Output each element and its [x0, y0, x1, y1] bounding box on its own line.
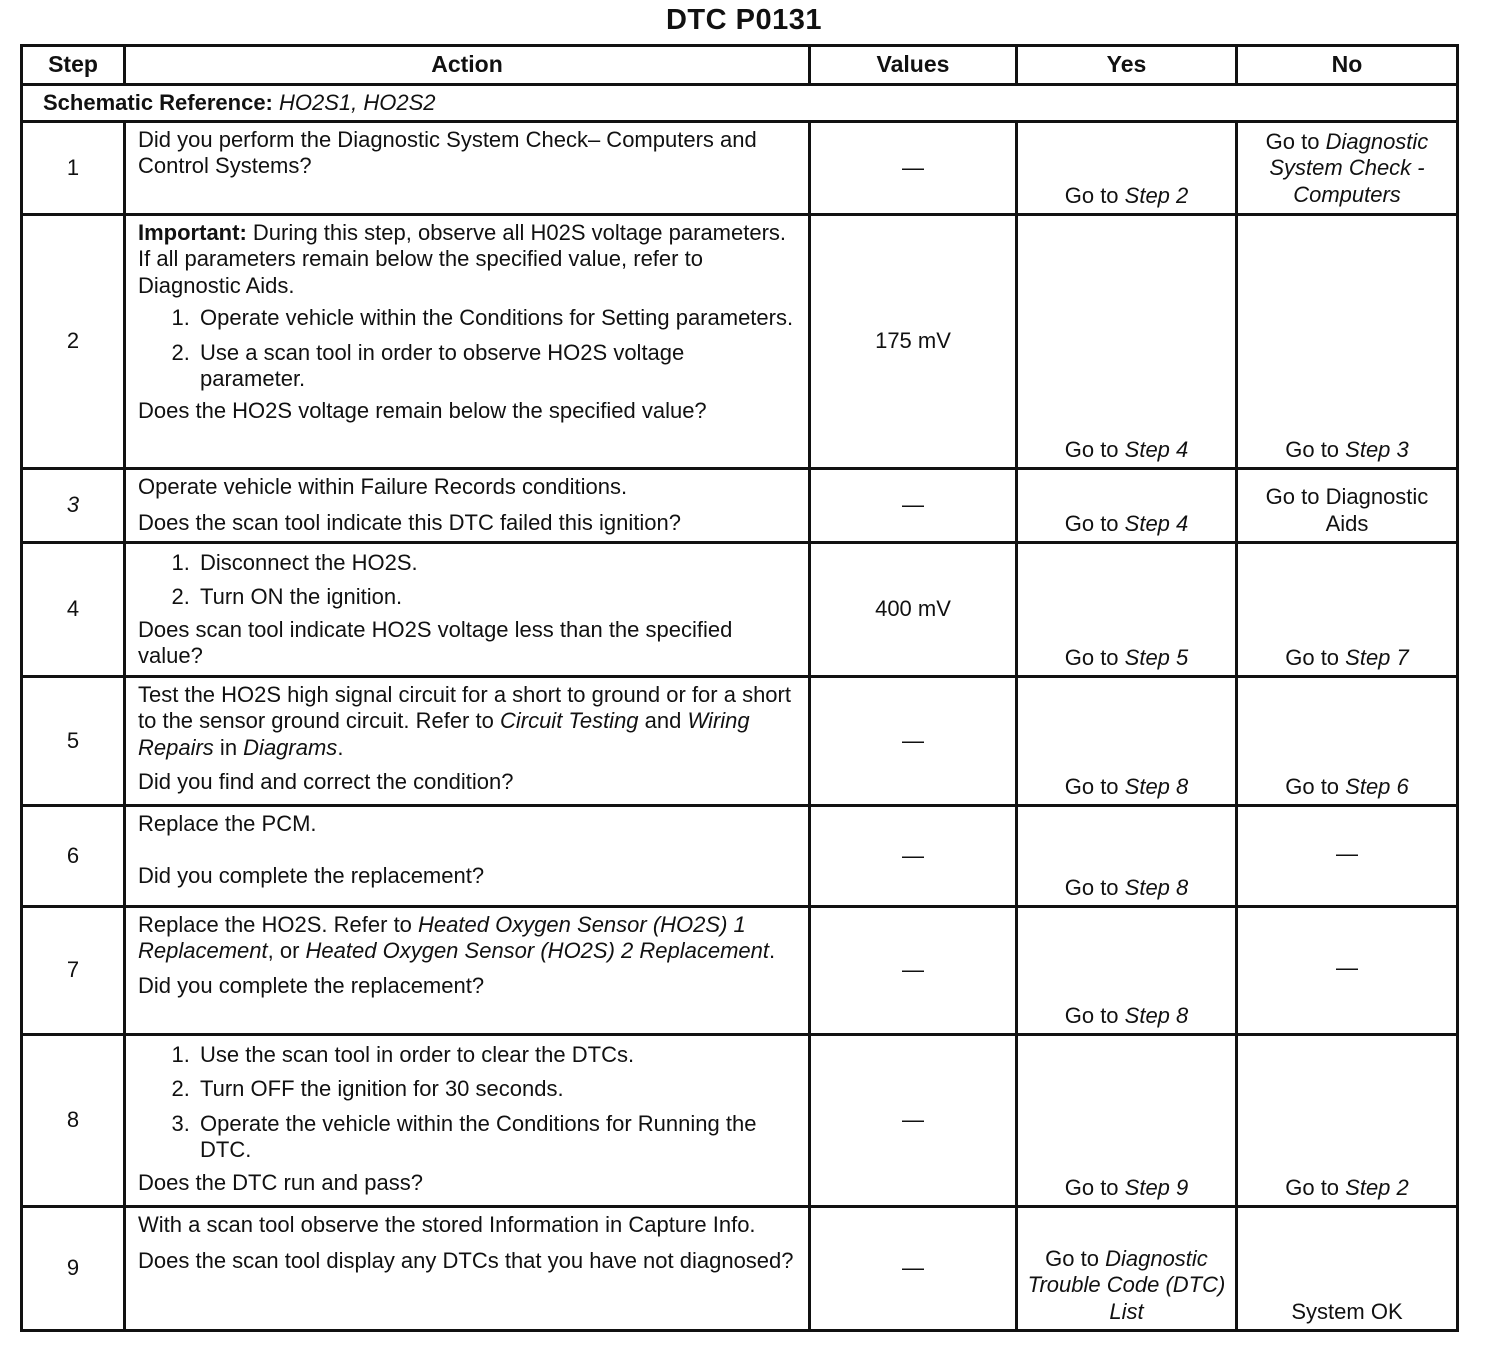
action-text: Operate vehicle within Failure Records conditions.: [138, 474, 628, 499]
list-item: 2. Use a scan tool in order to observe HO2S voltage parameter.: [196, 340, 794, 393]
step-number: 5: [22, 677, 125, 806]
no-cell: [1237, 215, 1458, 469]
yes-prefix: Go to: [1045, 1245, 1106, 1271]
yes-link[interactable]: Step 4: [1124, 436, 1189, 462]
yes-prefix: Go to: [1064, 510, 1125, 536]
question-text: Does the scan tool indicate this DTC failed this ignition?: [138, 510, 681, 536]
yes-prefix: Go to: [1064, 1174, 1125, 1200]
action-cell: [125, 677, 810, 806]
values-cell: —: [810, 1035, 1017, 1207]
action-text: With a scan tool observe the stored Information in Capture Info.: [138, 1212, 756, 1237]
reference-link[interactable]: Wiring Repairs: [138, 708, 750, 760]
step-number: 7: [22, 907, 125, 1035]
action-cell: [125, 907, 810, 1035]
schematic-reference-row: [22, 85, 1458, 122]
action-cell: [125, 469, 810, 543]
yes-cell: [1017, 1207, 1237, 1331]
values-cell: —: [810, 469, 1017, 543]
no-cell: [1237, 122, 1458, 215]
yes-link[interactable]: Step 2: [1124, 182, 1189, 208]
list-item: 1. Disconnect the HO2S.: [196, 550, 794, 576]
question-text: Does the scan tool display any DTCs that you have not diagnosed?: [138, 1248, 794, 1274]
no-link[interactable]: Step 2: [1345, 1174, 1409, 1200]
header-step: Step: [22, 46, 125, 85]
no-link[interactable]: Step 7: [1345, 644, 1409, 670]
no-link[interactable]: Step 3: [1345, 436, 1409, 462]
question-text: Does the HO2S voltage remain below the specified value?: [138, 398, 707, 424]
no-link[interactable]: Step 6: [1345, 773, 1409, 799]
yes-link[interactable]: Step 8: [1124, 1002, 1189, 1028]
yes-prefix: Go to: [1064, 644, 1125, 670]
yes-prefix: Go to: [1064, 436, 1125, 462]
reference-link[interactable]: Diagrams: [243, 734, 338, 760]
values-cell: —: [810, 122, 1017, 215]
yes-cell: [1017, 469, 1237, 543]
values-cell: —: [810, 907, 1017, 1035]
no-prefix: Go to: [1285, 436, 1346, 462]
list-item: 1. Use the scan tool in order to clear the DTCs.: [196, 1042, 794, 1068]
schematic-reference-value: HO2S1, HO2S2: [279, 89, 436, 115]
reference-link[interactable]: Circuit Testing: [499, 708, 639, 734]
yes-cell: [1017, 543, 1237, 677]
reference-link[interactable]: Heated Oxygen Sensor (HO2S) 2 Replacement: [305, 938, 769, 964]
no-cell: —: [1237, 806, 1458, 907]
important-label: Important:: [138, 220, 247, 245]
yes-link[interactable]: Step 8: [1124, 874, 1189, 900]
yes-prefix: Go to: [1064, 182, 1125, 208]
no-link[interactable]: Diagnostic System Check - Computers: [1269, 129, 1429, 207]
list-item: 3. Operate the vehicle within the Conditions for Running the DTC.: [196, 1111, 794, 1164]
list-item: 2. Turn OFF the ignition for 30 seconds.: [196, 1076, 794, 1102]
header-values: Values: [810, 46, 1017, 85]
action-cell: [125, 215, 810, 469]
no-cell: System OK: [1237, 1207, 1458, 1331]
action-text: Replace the PCM.: [138, 811, 317, 836]
step-number: 2: [22, 215, 125, 469]
action-text: Test the HO2S high signal circuit for a short to ground or for a short to the sensor ground circuit. Refer to Circuit Testing and Wiring Repairs in Diagrams.: [138, 682, 791, 760]
action-cell: [125, 1035, 810, 1207]
table-row: [22, 1207, 1458, 1331]
yes-cell: [1017, 1035, 1237, 1207]
values-cell: 175 mV: [810, 215, 1017, 469]
action-cell: [125, 122, 810, 215]
yes-link[interactable]: Step 5: [1124, 644, 1189, 670]
no-prefix: Go to: [1265, 129, 1326, 154]
no-cell: [1237, 543, 1458, 677]
step-number: 9: [22, 1207, 125, 1331]
table-row: [22, 1035, 1458, 1207]
question-text: Did you find and correct the condition?: [138, 769, 514, 795]
step-number: 6: [22, 806, 125, 907]
question-text: Does the DTC run and pass?: [138, 1169, 423, 1195]
yes-link[interactable]: Step 4: [1124, 510, 1189, 536]
instruction-list: [138, 550, 794, 611]
step-number: 8: [22, 1035, 125, 1207]
schematic-reference-label: Schematic Reference:: [43, 89, 273, 115]
yes-link[interactable]: Step 8: [1124, 773, 1189, 799]
question-text: Did you complete the replacement?: [138, 972, 485, 998]
step-number: 4: [22, 543, 125, 677]
no-prefix: Go to: [1285, 644, 1346, 670]
yes-cell: [1017, 907, 1237, 1035]
page-title: DTC P0131: [665, 4, 822, 36]
no-prefix: Go to: [1285, 773, 1346, 799]
action-cell: [125, 1207, 810, 1331]
no-prefix: Go to: [1285, 1174, 1346, 1200]
list-item: 1. Operate vehicle within the Conditions for Setting parameters.: [196, 305, 794, 331]
table-row: [22, 907, 1458, 1035]
question-text: Does scan tool indicate HO2S voltage less than the specified value?: [138, 616, 733, 669]
yes-prefix: Go to: [1064, 874, 1125, 900]
yes-cell: [1017, 806, 1237, 907]
action-text: Replace the HO2S. Refer to Heated Oxygen Sensor (HO2S) 1 Replacement, or Heated Oxygen Sensor (HO2S) 2 Replacement.: [138, 912, 776, 964]
values-cell: 400 mV: [810, 543, 1017, 677]
action-cell: [125, 806, 810, 907]
yes-prefix: Go to: [1064, 1002, 1125, 1028]
header-action: Action: [125, 46, 810, 85]
header-no: No: [1237, 46, 1458, 85]
table-row: [22, 543, 1458, 677]
yes-link[interactable]: Step 9: [1124, 1174, 1189, 1200]
table-row: [22, 806, 1458, 907]
values-cell: —: [810, 1207, 1017, 1331]
important-text: During this step, observe all H02S voltage parameters. If all parameters remain below the specified value, refer to Diagnostic Aids.: [138, 220, 787, 298]
schematic-reference: [22, 85, 1458, 122]
important-note: [138, 220, 794, 299]
table-row: [22, 469, 1458, 543]
header-yes: Yes: [1017, 46, 1237, 85]
yes-cell: [1017, 122, 1237, 215]
no-cell: [1237, 677, 1458, 806]
instruction-list: [138, 1042, 794, 1164]
yes-cell: [1017, 677, 1237, 806]
yes-prefix: Go to: [1064, 773, 1125, 799]
table-row: [22, 215, 1458, 469]
action-text: Did you perform the Diagnostic System Check– Computers and Control Systems?: [138, 127, 757, 179]
header-row: [22, 46, 1458, 85]
list-item: 2. Turn ON the ignition.: [196, 584, 794, 610]
reference-link[interactable]: Heated Oxygen Sensor (HO2S) 1 Replacement: [138, 912, 746, 964]
instruction-list: [138, 305, 794, 392]
no-cell: —: [1237, 907, 1458, 1035]
table-row: [22, 677, 1458, 806]
yes-link[interactable]: Diagnostic Trouble Code (DTC) List: [1027, 1245, 1226, 1324]
diagnostic-table: [20, 44, 1459, 1332]
no-cell[interactable]: Go to Diagnostic Aids: [1237, 469, 1458, 543]
action-cell: [125, 543, 810, 677]
question-text: Did you complete the replacement?: [138, 863, 485, 889]
step-number: 1: [22, 122, 125, 215]
values-cell: —: [810, 677, 1017, 806]
step-number: 3: [22, 469, 125, 543]
values-cell: —: [810, 806, 1017, 907]
table-row: [22, 122, 1458, 215]
yes-cell: [1017, 215, 1237, 469]
no-cell: [1237, 1035, 1458, 1207]
